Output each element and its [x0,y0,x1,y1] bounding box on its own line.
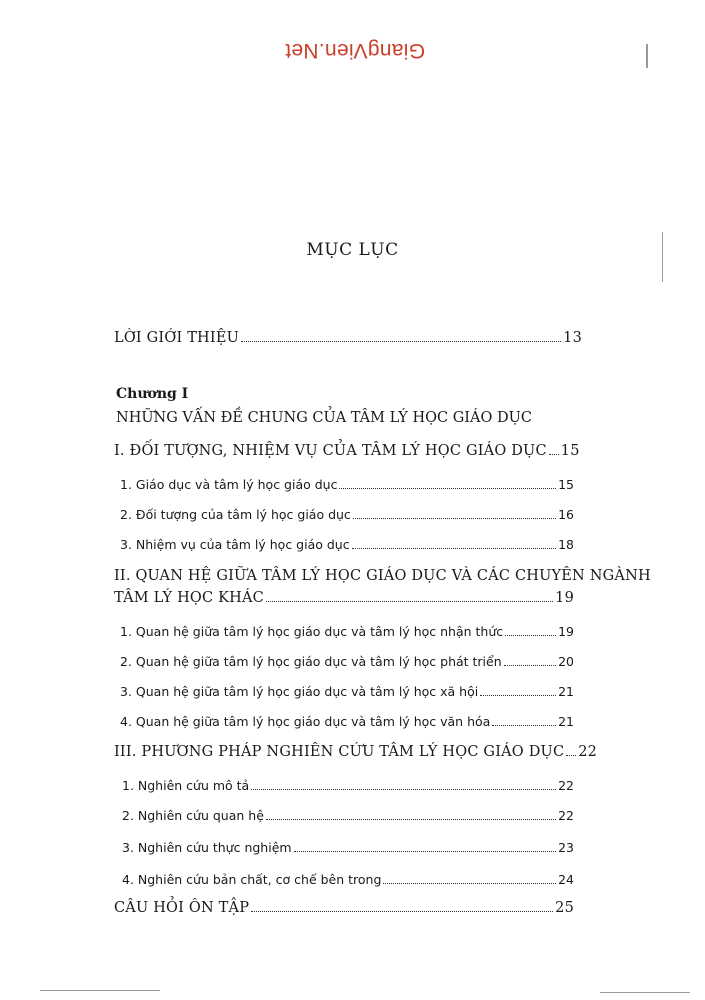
toc-entry-label: 1. Quan hệ giữa tâm lý học giáo dục và tâm lý học nhận thức [120,624,504,639]
toc-entry-label: 1. Giáo dục và tâm lý học giáo dục [120,477,338,492]
toc-entry-page: 15 [560,443,580,459]
toc-entry-review[interactable] [114,900,574,916]
toc-entry-page: 22 [578,744,598,760]
toc-item[interactable] [122,808,574,823]
toc-item[interactable] [122,872,574,887]
page-title: MỤC LỤC [306,240,399,260]
dot-leader [339,488,556,489]
toc-item[interactable] [120,477,574,492]
toc-entry-page: 21 [558,714,574,729]
dot-leader [383,883,556,884]
toc-entry-label: 3. Nhiệm vụ của tâm lý học giáo dục [120,537,350,552]
toc-entry-page: 15 [558,477,574,492]
toc-entry-intro[interactable] [114,330,582,346]
scan-edge-mark [40,990,160,991]
toc-entry-page: 23 [558,840,574,855]
dot-leader [504,665,556,666]
chapter-label: Chương I [116,386,189,402]
toc-item[interactable] [122,840,574,855]
dot-leader [352,548,556,549]
dot-leader [353,518,556,519]
toc-section-1[interactable] [114,443,580,459]
toc-entry-label: 4. Nghiên cứu bản chất, cơ chế bên trong [122,872,382,887]
toc-entry-label: I. ĐỐI TƯỢNG, NHIỆM VỤ CỦA TÂM LÝ HỌC GIÁO DỤC [114,443,547,459]
toc-item[interactable] [120,507,574,522]
toc-entry-label: 3. Quan hệ giữa tâm lý học giáo dục và tâm lý học xã hội [120,684,479,699]
dot-leader [251,911,553,912]
toc-item[interactable] [120,624,574,639]
toc-entry-label: 2. Quan hệ giữa tâm lý học giáo dục và tâm lý học phát triển [120,654,502,669]
toc-entry-label: TÂM LÝ HỌC KHÁC [114,590,264,606]
toc-item[interactable] [120,654,574,669]
toc-section-3[interactable] [114,744,598,760]
scan-edge-mark [600,992,690,993]
dot-leader [294,851,557,852]
chapter-title: NHỮNG VẤN ĐỀ CHUNG CỦA TÂM LÝ HỌC GIÁO DỤC [116,410,532,426]
toc-entry-page: 16 [558,507,574,522]
toc-entry-label: CÂU HỎI ÔN TẬP [114,900,250,916]
scan-edge-mark [646,44,648,68]
toc-entry-page: 20 [558,654,574,669]
toc-item[interactable] [122,778,574,793]
dot-leader [492,725,556,726]
dot-leader [251,789,556,790]
toc-entry-page: 18 [558,537,574,552]
dot-leader [266,601,553,602]
toc-entry-page: 19 [558,624,574,639]
toc-item[interactable] [120,714,574,729]
toc-entry-label: III. PHƯƠNG PHÁP NGHIÊN CỨU TÂM LÝ HỌC GIÁO DỤC [114,744,565,760]
toc-entry-page: 19 [555,590,574,606]
dot-leader [505,635,556,636]
toc-entry-label: LỜI GIỚI THIỆU [114,330,240,346]
toc-entry-label: 4. Quan hệ giữa tâm lý học giáo dục và tâm lý học văn hóa [120,714,491,729]
toc-entry-page: 22 [558,778,574,793]
toc-item[interactable] [120,537,574,552]
watermark-logo: GiangVien.Net [284,39,426,62]
dot-leader [241,341,561,342]
toc-entry-page: 22 [558,808,574,823]
toc-entry-page: 24 [558,872,574,887]
toc-entry-page: 21 [558,684,574,699]
toc-section-2[interactable] [114,590,574,606]
toc-entry-label: 3. Nghiên cứu thực nghiệm [122,840,292,855]
dot-leader [549,454,559,455]
dot-leader [566,755,576,756]
toc-entry-label: 2. Nghiên cứu quan hệ [122,808,264,823]
toc-item[interactable] [120,684,574,699]
toc-entry-page: 13 [563,330,582,346]
dot-leader [266,819,556,820]
toc-entry-label: 2. Đối tượng của tâm lý học giáo dục [120,507,351,522]
dot-leader [480,695,556,696]
toc-entry-label: 1. Nghiên cứu mô tả [122,778,250,793]
toc-section-2-line1[interactable]: II. QUAN HỆ GIỮA TÂM LÝ HỌC GIÁO DỤC VÀ CÁC CHUYÊN NGÀNH [114,568,651,584]
toc-entry-page: 25 [555,900,574,916]
